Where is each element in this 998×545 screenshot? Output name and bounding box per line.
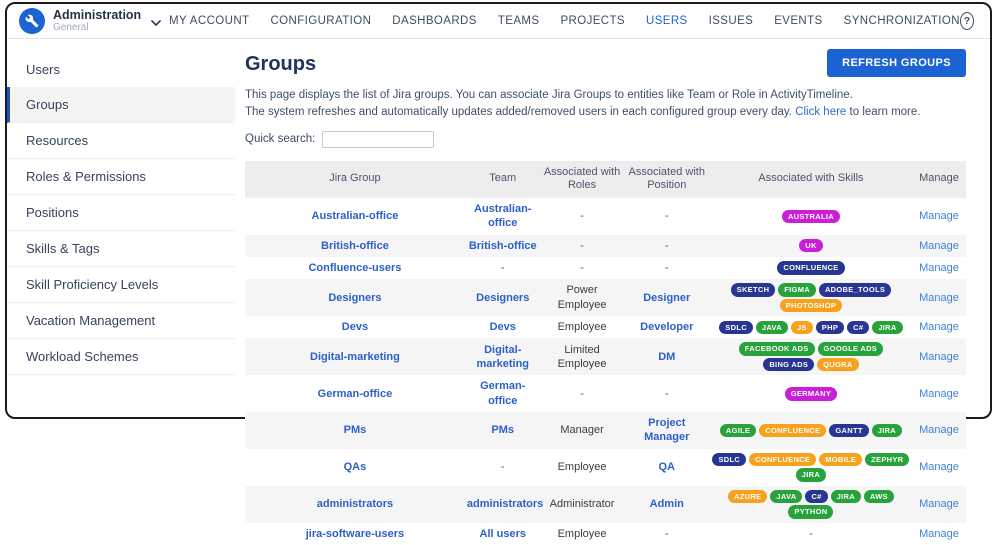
skill-badge-sketch: SKETCH [731,283,776,297]
empty-value: - [500,461,505,474]
jira-group-link[interactable]: PMs [343,424,367,437]
empty-value: - [580,387,584,400]
sidebar [7,39,235,419]
skill-badge-adobe-tools: ADOBE_TOOLS [819,283,891,297]
position-link[interactable]: Designer [643,291,691,304]
skill-badge-google-ads: GOOGLE ADS [818,342,884,356]
description-line2-suffix: to learn more. [849,106,921,119]
nav-item-teams[interactable]: TEAMS [497,15,540,27]
skill-badge-photoshop: PHOTOSHOP [780,299,843,313]
admin-menu[interactable] [19,8,147,34]
position-link[interactable]: Project Manager [644,417,690,444]
skill-badges [712,490,910,519]
manage-link[interactable]: Manage [919,350,959,363]
skill-badge-python: PYTHON [788,505,833,519]
position-link[interactable]: Admin [649,498,684,511]
team-link[interactable]: All users [479,527,526,540]
manage-link[interactable]: Manage [919,239,959,252]
empty-value: - [664,387,669,400]
empty-value: - [809,527,813,540]
sidebar-item-groups[interactable]: Groups [7,87,235,123]
page-description [245,87,966,122]
role-value: Limited Employee [557,343,607,370]
page-title: Groups [245,53,317,75]
skill-badges [712,342,910,371]
nav-item-synchronization[interactable]: SYNCHRONIZATION [843,15,960,27]
team-link[interactable]: PMs [491,424,515,437]
table-row [245,486,966,523]
manage-link[interactable]: Manage [919,321,959,334]
skill-badge-sdlc: SDLC [719,321,753,335]
table-row [245,198,966,235]
skill-badge-php: PHP [816,321,844,335]
sidebar-item-users[interactable]: Users [26,61,60,77]
skill-badge-germany: GERMANY [785,387,837,401]
empty-value: - [664,261,669,274]
empty-value: - [664,210,669,223]
top-nav [169,15,960,27]
app-window [5,2,992,540]
skill-badge-java: JAVA [756,321,788,335]
manage-link[interactable]: Manage [919,291,959,304]
skill-badge-agile: AGILE [720,424,756,438]
table-row [245,338,966,375]
table-row [245,449,966,486]
skill-badge-jira: JIRA [872,321,902,335]
skill-badge-confluence: CONFLUENCE [749,453,816,467]
column-header-associated-with-skills: Associated with Skills [710,161,912,199]
main-content [235,39,990,540]
empty-value: - [500,261,505,274]
empty-value: - [664,527,669,540]
skill-badge-jira: JIRA [796,468,826,482]
skill-badge-js: JS [791,321,813,335]
description-line1: This page displays the list of Jira groups. You can associate Jira Groups to entities like Team or Role in ActivityTimeline. [245,89,853,101]
sidebar-item-skill-proficiency-levels[interactable]: Skill Proficiency Levels [7,267,235,303]
description-line2: The system refreshes and automatically updates added/removed users in each configured group every day. [245,106,792,119]
jira-group-link[interactable]: QAs [343,461,367,474]
help-icon[interactable]: ? [960,12,974,30]
table-row [245,257,966,279]
skill-badges [712,261,910,275]
empty-value: - [580,261,584,274]
manage-link[interactable]: Manage [919,498,959,511]
table-row [245,235,966,257]
column-header-manage: Manage [912,161,966,199]
skill-badge-sdlc: SDLC [712,453,746,467]
role-value: Employee [557,527,607,540]
sidebar-item-roles-permissions[interactable]: Roles & Permissions [7,159,235,195]
skill-badges [712,283,910,312]
position-link[interactable]: Developer [640,321,694,334]
quick-search-input[interactable] [322,131,434,148]
team-link[interactable]: Designers [476,291,530,304]
role-value: Power Employee [557,284,607,311]
nav-item-issues[interactable]: ISSUES [708,15,754,27]
skill-badge-jira: JIRA [831,490,861,504]
nav-item-dashboards[interactable]: DASHBOARDS [392,15,477,27]
role-value: Administrator [549,498,615,511]
brand-title: Administration [53,7,142,22]
skill-badge-azure: AZURE [728,490,767,504]
quick-search-label: Quick search: [245,133,316,145]
manage-link[interactable]: Manage [919,527,959,540]
skill-badge-facebook-ads: FACEBOOK ADS [739,342,815,356]
skill-badge-c: C# [847,321,869,335]
skill-badge-quora: QUORA [817,358,858,372]
jira-group-link[interactable]: Devs [341,321,369,334]
manage-link[interactable]: Manage [919,387,959,400]
wrench-logo-icon [19,8,45,34]
column-header-team: Team [465,161,541,199]
jira-group-link[interactable]: administrators [316,498,394,511]
skill-badge-jira: JIRA [872,424,902,438]
team-link[interactable]: Digital-marketing [476,343,530,370]
position-link[interactable]: QA [658,461,675,474]
jira-group-link[interactable]: Digital-marketing [310,350,400,363]
skill-badge-zephyr: ZEPHYR [865,453,909,467]
team-link[interactable]: administrators [466,498,544,511]
skill-badge-c: C# [805,490,827,504]
skill-badges [712,321,910,335]
click-here-link[interactable]: Click here [795,106,847,119]
skill-badge-confluence: CONFLUENCE [759,424,826,438]
team-link[interactable]: British-office [468,239,537,252]
skill-badge-australia: AUSTRALIA [782,210,840,224]
manage-link[interactable]: Manage [919,461,959,474]
skill-badge-bing-ads: BING ADS [763,358,814,372]
skill-badge-java: JAVA [770,490,802,504]
team-link[interactable]: German-office [480,380,526,407]
team-link[interactable]: Australian-office [474,203,532,230]
role-value: Manager [560,424,604,437]
jira-group-link[interactable]: jira-software-users [305,527,405,540]
manage-link[interactable]: Manage [919,210,959,223]
jira-group-link[interactable]: Australian-office [311,210,399,223]
skill-badges [712,453,910,482]
manage-link[interactable]: Manage [919,261,959,274]
skill-badges [712,387,910,401]
jira-group-link[interactable]: Confluence-users [308,261,402,274]
table-row [245,316,966,338]
empty-value: - [664,239,669,252]
skill-badge-gantt: GANTT [829,424,868,438]
skill-badge-aws: AWS [864,490,894,504]
skill-badge-confluence: CONFLUENCE [777,261,844,275]
jira-group-link[interactable]: German-office [317,387,393,400]
skill-badges [712,210,910,224]
skill-badge-uk: UK [799,239,822,253]
groups-table [245,161,966,545]
nav-item-projects[interactable]: PROJECTS [560,15,625,27]
nav-item-events[interactable]: EVENTS [774,15,823,27]
jira-group-link[interactable]: British-office [321,239,389,252]
table-row [245,375,966,412]
manage-link[interactable]: Manage [919,424,959,437]
table-row [245,523,966,545]
brand-subtitle: General [53,22,89,34]
empty-value: - [580,210,584,223]
jira-group-link[interactable]: Designers [328,291,382,304]
nav-item-configuration[interactable]: CONFIGURATION [270,15,372,27]
top-bar [7,4,990,39]
empty-value: - [580,239,584,252]
skill-badge-mobile: MOBILE [819,453,862,467]
table-header-row [245,161,966,199]
nav-item-my-account[interactable]: MY ACCOUNT [169,15,250,27]
sidebar-item-positions[interactable]: Positions [7,195,235,231]
table-row [245,412,966,449]
table-row [245,279,966,316]
skill-badge-figma: FIGMA [778,283,816,297]
table-body [245,198,966,545]
sidebar-item-skills-tags[interactable]: Skills & Tags [7,231,235,267]
skill-badges [712,239,910,253]
chevron-down-icon [151,14,161,32]
sidebar-item-resources[interactable]: Resources [7,123,235,159]
column-header-associated-with-roles: Associated with Roles [541,161,624,199]
role-value: Employee [557,461,607,474]
role-value: Employee [557,321,607,334]
sidebar-item-workload-schemes[interactable]: Workload Schemes [7,339,235,375]
sidebar-item-vacation-management[interactable]: Vacation Management [7,303,235,339]
skill-badges [712,424,910,438]
column-header-associated-with-position: Associated with Position [624,161,711,199]
column-header-jira-group: Jira Group [245,161,465,199]
refresh-groups-button[interactable]: REFRESH GROUPS [827,49,966,77]
nav-item-users[interactable]: USERS [646,15,688,27]
position-link[interactable]: DM [658,350,676,363]
team-link[interactable]: Devs [489,321,516,334]
